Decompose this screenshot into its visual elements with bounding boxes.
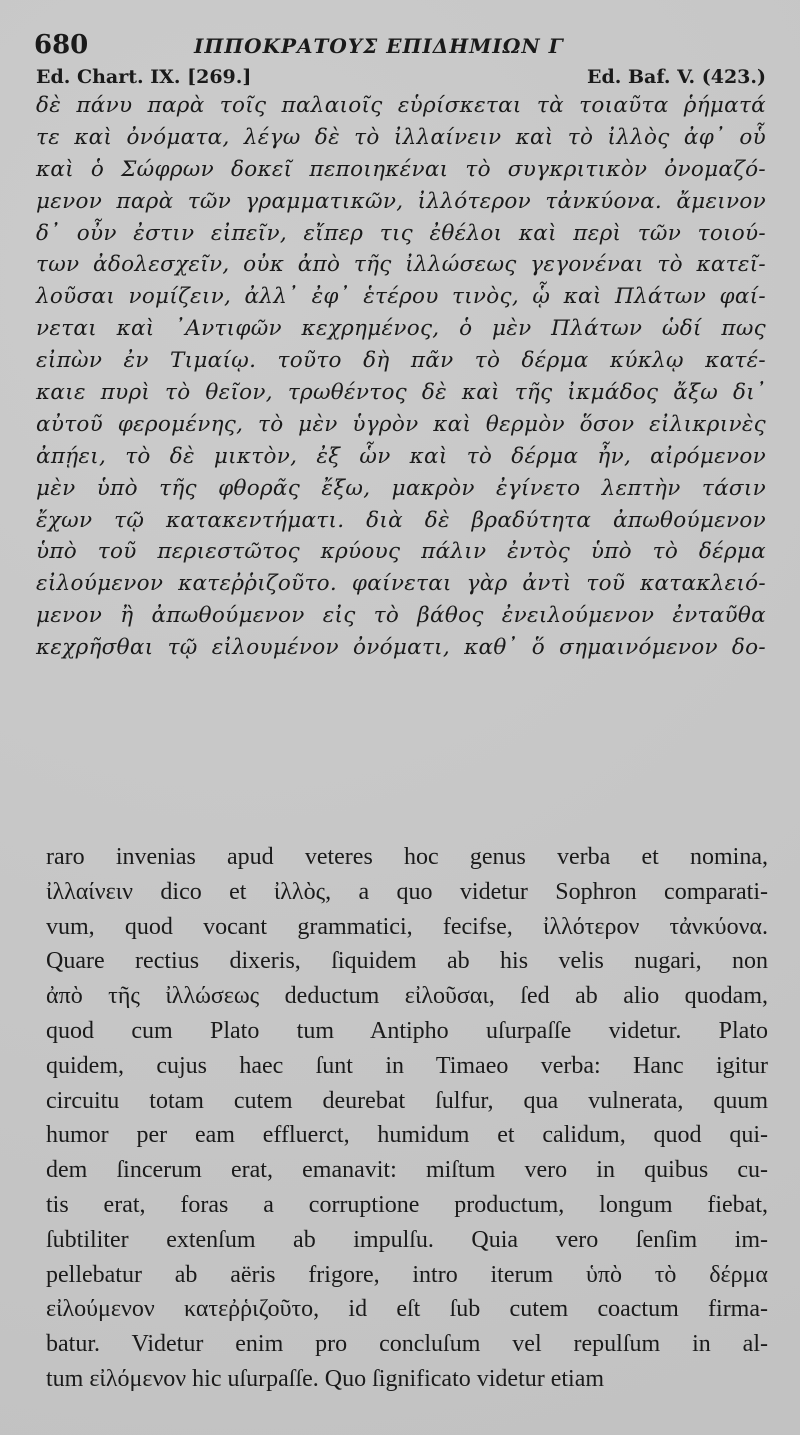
- greek-line: αὐτοῦ φερομένης, τὸ μὲν ὑγρὸν καὶ θερμὸν ὅσον εἰλικρινὲς: [36, 411, 766, 437]
- edition-chart-reference: Ed. Chart. IX. [269.]: [36, 66, 252, 88]
- latin-line: εἰλούμενον κατεῤῥιζοῦτο, id eſt ſub cutem coactum firma-: [46, 1296, 768, 1323]
- running-title: ΙΠΠΟΚΡΑΤΟΥΣ ΕΠΙΔΗΜΙΩΝ Γ: [194, 34, 564, 58]
- greek-line: καὶ ὁ Σώφρων δοκεῖ πεποιηκέναι τὸ συγκριτικὸν ὀνομαζό-: [36, 156, 766, 182]
- edition-basel-reference: Ed. Baf. V. (423.): [587, 66, 766, 88]
- latin-line: humor per eam effluerct, humidum et calidum, quod qui-: [46, 1122, 768, 1149]
- greek-line: τε καὶ ὀνόματα, λέγω δὲ τὸ ἰλλαίνειν καὶ τὸ ἰλλὸς ἀφ᾽ οὗ: [36, 124, 766, 150]
- greek-line: ἀπῄει, τὸ δὲ μικτὸν, ἐξ ὧν καὶ τὸ δέρμα ἦν, αἰρόμενον: [36, 443, 766, 469]
- latin-line: batur. Videtur enim pro concluſum vel repulſum in al-: [46, 1331, 768, 1358]
- latin-line: Quare rectius dixeris, ſiquidem ab his velis nugari, non: [46, 948, 768, 975]
- greek-line: δὲ πάνυ παρὰ τοῖς παλαιοῖς εὑρίσκεται τὰ τοιαῦτα ῥήματά: [36, 93, 766, 118]
- latin-line: circuitu totam cutem deurebat ſulfur, qua vulnerata, quum: [46, 1087, 768, 1114]
- greek-line: ἔχων τῷ κατακεντήματι. διὰ δὲ βραδύτητα ἀπωθούμενον: [36, 507, 766, 533]
- latin-line: dem ſincerum erat, emanavit: miſtum vero in quibus cu-: [46, 1157, 768, 1184]
- greek-line: δ᾽ οὖν ἐστιν εἰπεῖν, εἴπερ τις ἐθέλοι καὶ περὶ τῶν τοιού-: [36, 220, 766, 246]
- latin-line: raro invenias apud veteres hoc genus verba et nomina,: [46, 844, 768, 870]
- latin-line: quod cum Plato tum Antipho uſurpaſſe videtur. Plato: [46, 1017, 768, 1044]
- greek-line: λοῦσαι νομίζειν, ἀλλ᾽ ἐφ᾽ ἑτέρου τινὸς, ᾧ καὶ Πλάτων φαί-: [36, 284, 766, 310]
- latin-line: vum, quod vocant grammatici, fecifse, ἰλλότερον τἀνκύονα.: [46, 913, 768, 940]
- greek-line: ὑπὸ τοῦ περιεστῶτος κρύους πάλιν ἐντὸς ὑπὸ τὸ δέρμα: [36, 539, 766, 565]
- greek-line: νεται καὶ ᾽Αντιφῶν κεχρημένος, ὁ μὲν Πλάτων ὡδί πως: [36, 316, 766, 342]
- greek-text-block: [36, 90, 766, 664]
- latin-line: tis erat, foras a corruptione productum, longum fiebat,: [46, 1191, 768, 1218]
- latin-line: ſubtiliter extenſum ab impulſu. Quia vero ſenſim im-: [46, 1226, 768, 1253]
- latin-line: quidem, cujus haec ſunt in Timaeo verba: Hanc igitur: [46, 1052, 768, 1079]
- greek-line: μενον παρὰ τῶν γραμματικῶν, ἰλλότερον τἀνκύονα. ἄμεινον: [36, 188, 766, 214]
- greek-line: κεχρῆσθαι τῷ εἰλουμένον ὀνόματι, καθ᾽ ὅ σημαινόμενον δο-: [36, 635, 766, 661]
- greek-line: μενον ἢ ἀπωθούμενον εἰς τὸ βάθος ἐνειλούμενον ἐνταῦθα: [36, 603, 766, 629]
- greek-line: μὲν ὑπὸ τῆς φθορᾶς ἔξω, μακρὸν ἐγίνετο λεπτὴν τάσιν: [36, 475, 766, 501]
- greek-line: εἰλούμενον κατεῤῥιζοῦτο. φαίνεται γὰρ ἀντὶ τοῦ κατακλειό-: [36, 571, 766, 597]
- page-number: 680: [34, 30, 89, 60]
- page-header: [34, 30, 774, 64]
- latin-line: tum εἰλόμενον hic uſurpaſſe. Quo ſignificato videtur etiam: [46, 1365, 605, 1392]
- latin-line: ἀπὸ τῆς ἰλλώσεως deductum εἰλοῦσαι, ſed ab alio quodam,: [46, 983, 768, 1010]
- greek-line: των ἀδολεσχεῖν, οὐκ ἀπὸ τῆς ἰλλώσεως γεγονέναι τὸ κατεῖ-: [36, 252, 766, 278]
- latin-line: ἰλλαίνειν dico et ἰλλὸς, a quo videtur Sophron comparati-: [46, 878, 768, 905]
- latin-line: pellebatur ab aëris frigore, intro iterum ὑπὸ τὸ δέρμα: [46, 1261, 768, 1288]
- greek-line: καιε πυρὶ τὸ θεῖον, τρωθέντος δὲ καὶ τῆς ἰκμάδος ἄξω δι᾽: [36, 380, 766, 406]
- greek-line: εἰπὼν ἐν Τιμαίῳ. τοῦτο δὴ πᾶν τὸ δέρμα κύκλῳ κατέ-: [36, 348, 766, 374]
- latin-text-block: [46, 840, 768, 1397]
